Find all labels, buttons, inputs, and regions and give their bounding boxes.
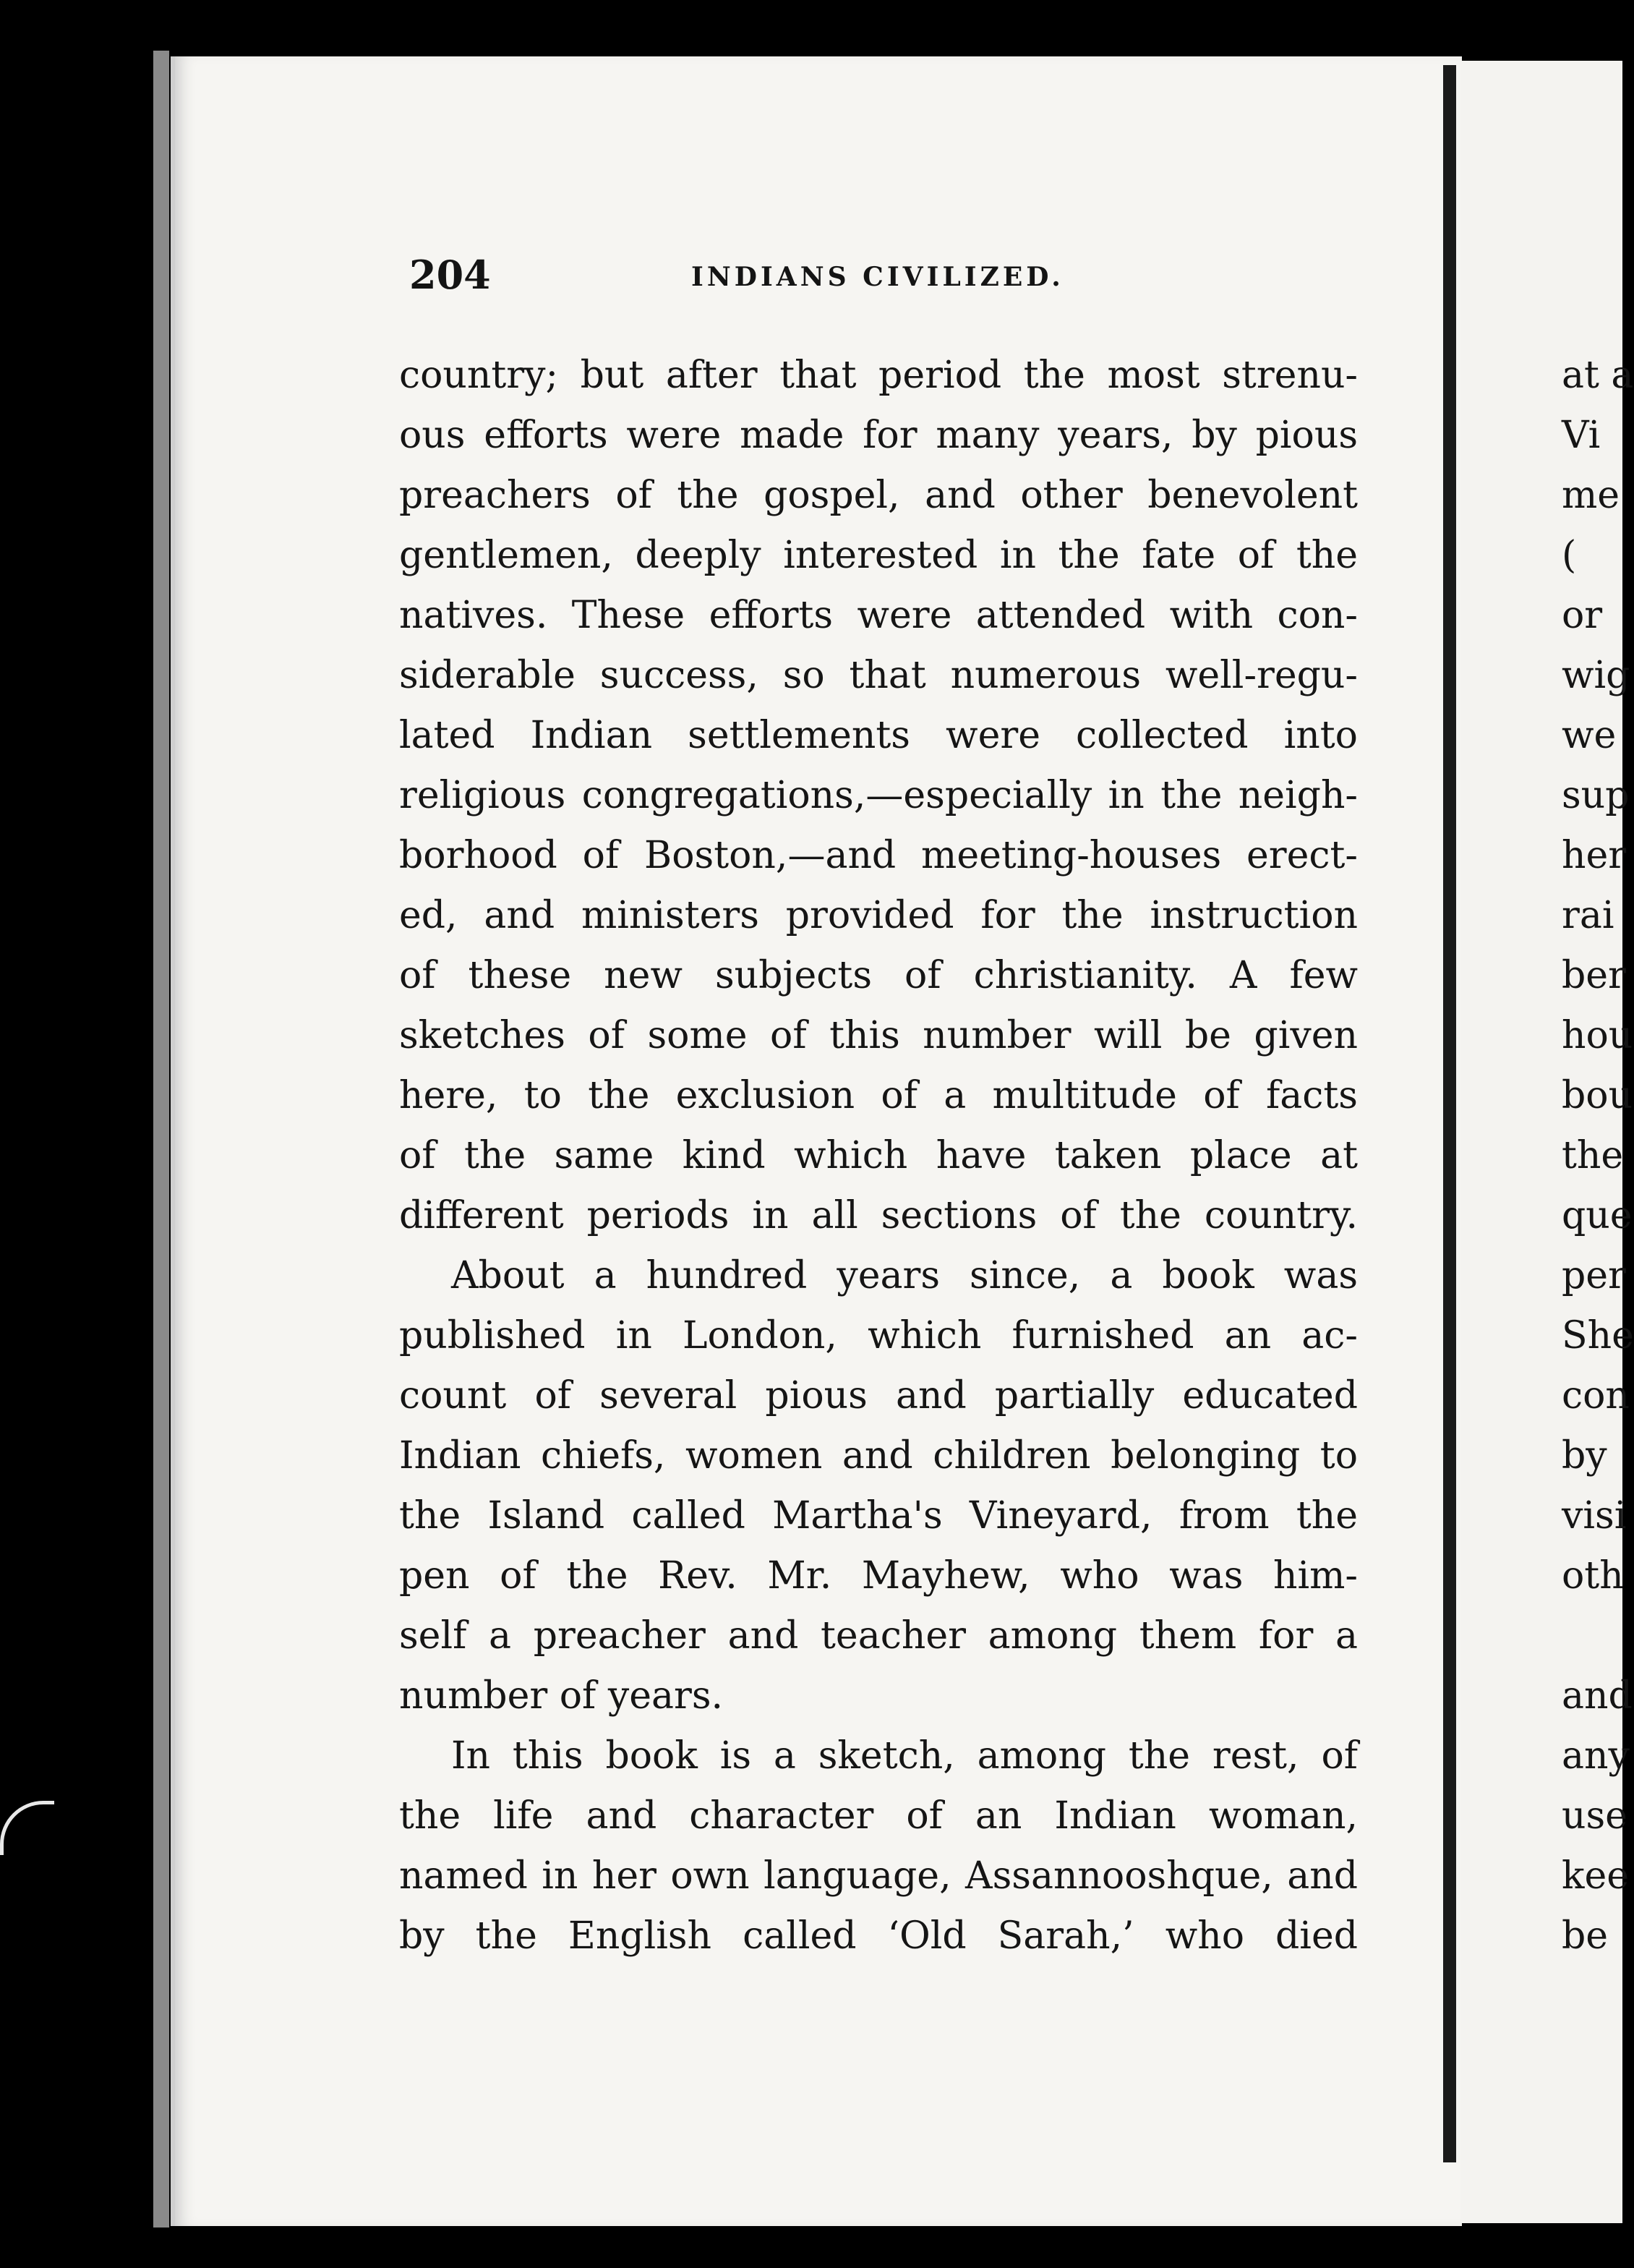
facing-text-line: we — [1562, 714, 1617, 757]
facing-text-line: the — [1562, 1134, 1624, 1177]
text-line: of the same kind which have taken place at — [399, 1134, 1358, 1177]
facing-text-line: per — [1562, 1254, 1626, 1297]
text-line: country; but after that period the most strenu- — [399, 354, 1358, 397]
facing-text-line: or — [1562, 594, 1603, 637]
text-line: lated Indian settlements were collected into — [399, 714, 1358, 757]
facing-text-line: ( — [1562, 534, 1577, 577]
facing-text-line: her — [1562, 834, 1627, 877]
facing-text-line: kee — [1562, 1854, 1630, 1898]
text-line: number of years. — [399, 1674, 724, 1718]
facing-text-line: sup — [1562, 774, 1630, 817]
facing-text-line: at a — [1562, 354, 1634, 397]
facing-text-line: Vi — [1562, 414, 1601, 457]
page-edge — [153, 51, 169, 2228]
text-line: preachers of the gospel, and other benevolent — [399, 474, 1358, 517]
text-line: Indian chiefs, women and children belonging to — [399, 1434, 1358, 1478]
text-line: religious congregations,—especially in the neigh- — [399, 774, 1358, 817]
text-line: pen of the Rev. Mr. Mayhew, who was him- — [399, 1554, 1358, 1598]
text-line: natives. These efforts were attended with con- — [399, 594, 1358, 637]
body-text — [399, 346, 1358, 1966]
facing-page-text — [1562, 346, 1634, 1966]
text-line: named in her own language, Assannooshque, and — [399, 1854, 1358, 1898]
facing-text-line: ber — [1562, 954, 1626, 997]
facing-text-line: use — [1562, 1794, 1627, 1838]
text-line: the Island called Martha's Vineyard, from the — [399, 1494, 1358, 1538]
text-line: of these new subjects of christianity. A few — [399, 954, 1358, 997]
text-line: ous efforts were made for many years, by pious — [399, 414, 1358, 457]
facing-text-line: bou — [1562, 1074, 1633, 1117]
text-line: About a hundred years since, a book was — [451, 1254, 1358, 1297]
text-line: ed, and ministers provided for the instruction — [399, 894, 1358, 937]
text-line: borhood of Boston,—and meeting-houses erect- — [399, 834, 1358, 877]
text-line: the life and character of an Indian woman, — [399, 1794, 1358, 1838]
facing-text-line: que — [1562, 1194, 1633, 1237]
facing-text-line: any — [1562, 1734, 1630, 1778]
text-line: different periods in all sections of the country. — [399, 1194, 1358, 1237]
text-line: count of several pious and partially educated — [399, 1374, 1358, 1418]
facing-text-line: be — [1562, 1914, 1609, 1958]
page-number: 204 — [409, 252, 491, 298]
running-title: INDIANS CIVILIZED. — [691, 262, 1064, 292]
facing-text-line: She — [1562, 1314, 1634, 1357]
facing-text-line: visi — [1562, 1494, 1627, 1538]
text-line: published in London, which furnished an ac- — [399, 1314, 1358, 1357]
facing-text-line: rai — [1562, 894, 1614, 937]
facing-text-line: wig — [1562, 654, 1630, 697]
text-line: sketches of some of this number will be given — [399, 1014, 1358, 1057]
facing-text-line — [1562, 1606, 1622, 1666]
facing-text-line: me — [1562, 474, 1620, 517]
facing-text-line: con — [1562, 1374, 1630, 1418]
text-line: In this book is a sketch, among the rest, of — [451, 1734, 1358, 1778]
page-header — [409, 252, 1393, 310]
facing-text-line: and — [1562, 1674, 1633, 1718]
text-line: gentlemen, deeply interested in the fate of the — [399, 534, 1358, 577]
book-gutter — [1443, 65, 1456, 2162]
facing-text-line: hou — [1562, 1014, 1633, 1057]
text-line: here, to the exclusion of a multitude of facts — [399, 1074, 1358, 1117]
scan-artifact — [0, 1801, 54, 1855]
text-line: siderable success, so that numerous well-regu- — [399, 654, 1358, 697]
text-line: self a preacher and teacher among them for a — [399, 1614, 1358, 1658]
facing-text-line: by — [1562, 1434, 1607, 1478]
text-line: by the English called ‘Old Sarah,’ who died — [399, 1914, 1358, 1958]
facing-text-line: oth — [1562, 1554, 1624, 1598]
